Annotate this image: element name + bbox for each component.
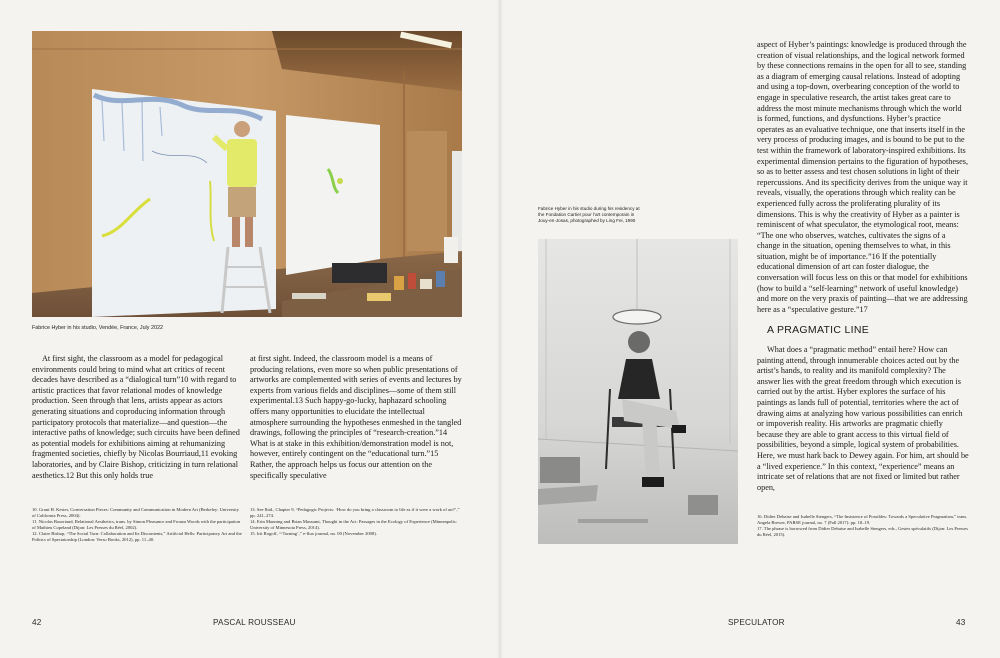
footnote-15: 15. Irit Rogoff, “‘Turning’,” e-flux journal, no. 00 (November 2008). <box>250 531 377 537</box>
footnote-14: 14. Erin Manning and Brian Massumi, Thought in the Act: Passages in the Ecology of Experience (Minneapolis: University of Minnesota Press, 2014). <box>250 519 457 531</box>
right-paragraph-1: aspect of Hyber’s paintings: knowledge is produced through the creation of visual relationships, and the logical network formed by these connections remains in the open for all to see, standing as a diagram of emerging causal relations. Instead of adopting and using a top-down, overbearing conception of the world to engage in speculative research, the artist takes great care to address the most minute mechanisms through which the world is formed, functions, and dysfunctions. Hyber’s practice operates as an evaluative technique, one that inserts itself in the very process of producing images, and is bound to be put to the test within the framework of laboratory-inspired exhibitions. Its experimental dimension pertains to the figuration of hypotheses, so as to better assess and test chosen solutions in light of their repercussions. And its specificity derives from the unique way it reveals, visually, the operations through which reality can be experienced fully across the proliferating plurality of its dimensions. This is why the creativity of Hyber as a painter is reminiscent of what speculator, the etymological root, means: “The one who observes, watches, cultivates the signs of a change in the situation, opening themselves to what, in this situation, might be of importance.”16 If the potentially educational dimension of art can foster dialogue, the conversation will focus less on this or that model for exhibitions (how to build a “self-learning” network of useful knowledge) and more on the very praxis of painting—that we are addressing here as a “speculative gesture.”17 <box>757 40 969 314</box>
studio-photo-caption: Fabrice Hyber in his studio, Vendée, France, July 2022 <box>32 325 163 331</box>
footnote-16: 16. Didier Debaise and Isabelle Stengers, “The Insistence of Possibles: Towards a Speculative Pragmatism,” trans. Angela Brewer, PARSE journal, no. 7 (Fall 2017): pp. 18–19. <box>757 514 968 526</box>
left-footnotes-column-2 <box>250 507 462 537</box>
footnote-11: 11. Nicolas Bourriaud, Relational Aesthetics, trans. by Simon Pleasance and Fronza Woods with the participation of Mathieu Copeland (Dijon: Les Presses du Réel, 2002). <box>32 519 241 531</box>
left-paragraph-2: at first sight. Indeed, the classroom model is a means of producing relations, even more so when public presentations of artworks are complemented with series of events and lectures by experts from various fields and disciplines—some of them still experimental.13 Such happy-go-lucky, haphazard schooling offers many opportunities to elucidate the intellectual atmosphere surrounding the hypotheses enmeshed in the tangled drawings, following the principles of “research-creation.”14 What is at stake in this exhibition/demonstration model is not, however, entirely contingent on the “educational turn.”15 Rather, the approach helps us focus our attention on the specifically speculative <box>250 354 462 480</box>
left-footnotes-column-1 <box>32 507 242 544</box>
portrait-photo <box>538 239 738 544</box>
right-footnotes <box>757 514 969 538</box>
portrait-photo-caption: Fabrice Hyber in his studio during his residency at the Fondation Cartier pour l’art contemporain in Jouy-en-Josas, photographed by Ling Fei, 1990 <box>538 206 640 223</box>
left-running-head: PASCAL ROUSSEAU <box>213 618 296 627</box>
footnote-17: 17. The phrase is borrowed from Didier Debaise and Isabelle Stengers, eds., Gestes spéculatifs (Dijon: Les Presses du Réel, 2015). <box>757 526 968 538</box>
right-page-number: 43 <box>956 618 966 627</box>
section-heading: A PRAGMATIC LINE <box>767 324 870 336</box>
right-running-head: SPECULATOR <box>728 618 785 627</box>
footnote-10: 10. Grant H. Kester, Conversation Pieces: Community and Communication in Modern Art (Berkeley: University of California Press, 2004). <box>32 507 240 519</box>
right-paragraph-2: What does a “pragmatic method” entail here? How can painting attend, through innumerable choices acted out by the artist’s hands, to reality and its manifold complexity? The answer lies with the great freedom through which execution is carried out by the artist. Hyber explores the surface of his paintings as lands full of potential, territories where the act of drawing aims at analyzing how various possibilities can enrich or impoverish reality. His artworks are pragmatic chiefly because they are able to grant access to this virtual field of possibilities, beyond a simple, logical system of probabilities. Here, we must hark back to Dewey again. For him, art should be a “lived experience.” In this context, “experience” means an intricate set of relations that are not fixed or limited but rather open, <box>757 345 969 492</box>
left-page-number: 42 <box>32 618 42 627</box>
footnote-13: 13. See Ibid., Chapter 9, “Pedagogic Projects: ‘How do you bring a classroom to life as if it were a work of art?’,” pp. 241–274. <box>250 507 460 519</box>
studio-photo <box>32 31 462 317</box>
book-gutter <box>497 0 503 658</box>
footnote-12: 12. Claire Bishop, “The Social Turn: Collaboration and Its Discontents,” Artificial Hells: Participatory Art and the Politics of Spectatorship (London: Verso Books, 2012), pp. 11–40. <box>32 531 242 543</box>
left-paragraph-1: At first sight, the classroom as a model for pedagogical environments could bring to mind what art critics of recent decades have described as a “dialogical turn”10 with regard to artistic practices that favor relational modes of knowledge production. Seen through that lens, artists appear as actors generating situations and coproducing information through participatory protocols that materialize—and question—the interactive paths of knowledge; such circuits have been defined as potential models for exhibitions aiming at rehumanizing fragmented societies, chiefly by Nicolas Bourriaud,11 evoking laboratories, and by Claire Bishop, criticizing in turn relational aesthetics.12 But this only holds true <box>32 354 240 480</box>
left-body-column-2 <box>250 354 462 481</box>
right-body-column-bottom <box>757 345 969 493</box>
left-body-column-1 <box>32 354 243 481</box>
right-body-column-top <box>757 40 969 315</box>
